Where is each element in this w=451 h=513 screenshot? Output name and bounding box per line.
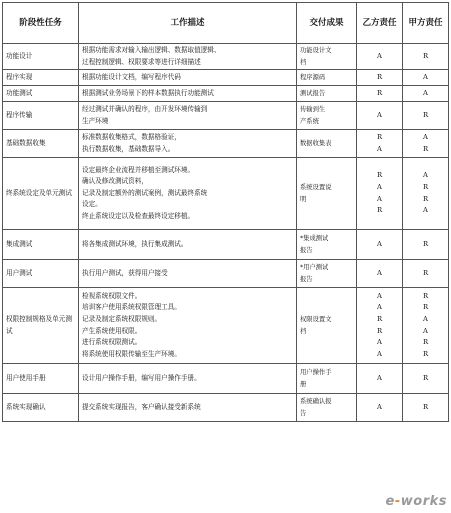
party-b-cell-line: A xyxy=(377,51,382,60)
watermark-logo: e-works xyxy=(385,494,447,509)
party-a-cell-line: A xyxy=(423,72,428,81)
table-row xyxy=(3,260,449,288)
party-a-cell-line: A xyxy=(423,132,428,141)
party-a-cell xyxy=(403,260,449,288)
party-b-cell xyxy=(357,86,403,102)
table-body xyxy=(3,44,449,422)
party-b-cell-line: R xyxy=(376,206,383,215)
party-b-cell-line: R xyxy=(376,314,383,323)
party-a-cell-line: R xyxy=(422,239,429,248)
table-row xyxy=(3,288,449,364)
description-cell-line: 提交系统实现报告，客户确认接受新系统 xyxy=(82,402,201,411)
party-a-cell-line: R xyxy=(422,349,429,358)
table-row xyxy=(3,230,449,260)
description-cell xyxy=(79,394,297,422)
party-a-cell-line: R xyxy=(422,182,429,191)
deliverable-cell-line: 册 xyxy=(300,380,307,388)
deliverable-cell xyxy=(297,44,357,70)
deliverable-cell-line: 功能设计文 xyxy=(300,46,332,54)
party-b-cell xyxy=(357,230,403,260)
description-cell xyxy=(79,288,297,364)
description-cell-line: 标准数据收集格式，数据格验证， xyxy=(82,132,181,141)
party-b-cell-line: A xyxy=(377,338,382,347)
description-cell-line: 记录及制定系统权限规则。 xyxy=(82,314,162,323)
description-cell-line: 将系统使用权限传输至生产环境。 xyxy=(82,349,181,358)
deliverable-cell-line: 系统确认报 xyxy=(300,397,332,405)
deliverable-cell xyxy=(297,364,357,394)
header-deliverable: 交付成果 xyxy=(297,3,357,44)
deliverable-cell xyxy=(297,70,357,86)
description-cell xyxy=(79,86,297,102)
deliverable-cell xyxy=(297,130,357,158)
deliverable-cell xyxy=(297,394,357,422)
stage-cell: 系统实现确认 xyxy=(3,394,79,422)
party-b-cell xyxy=(357,44,403,70)
party-b-cell-line: A xyxy=(377,194,382,203)
party-a-cell xyxy=(403,288,449,364)
party-b-cell-line: R xyxy=(376,326,383,335)
party-a-cell xyxy=(403,394,449,422)
table-row xyxy=(3,44,449,70)
party-b-cell-line: A xyxy=(377,373,382,382)
description-cell-line: 执行数据收集，基础数据导入。 xyxy=(82,144,175,153)
party-b-cell-line: R xyxy=(376,88,383,97)
description-cell-line: 过程控制逻辑、权限要求等进行详细描述 xyxy=(82,57,201,66)
party-b-cell xyxy=(357,130,403,158)
party-b-cell-line: R xyxy=(376,171,383,180)
deliverable-cell-line: *用户测试 xyxy=(300,263,329,271)
header-party-b: 乙方责任 xyxy=(357,3,403,44)
party-b-cell xyxy=(357,394,403,422)
table-row xyxy=(3,394,449,422)
party-a-cell-line: R xyxy=(422,110,429,119)
stage-cell: 集成测试 xyxy=(3,230,79,260)
description-cell-line: 根据测试业务场景下的样本数据执行功能测试 xyxy=(82,88,214,97)
description-cell-line: 设定最终企业流程并移植至测试环境。 xyxy=(82,165,195,174)
description-cell-line: 根据功能设计文档，编写程序代码 xyxy=(82,72,181,81)
table-row xyxy=(3,86,449,102)
description-cell-line: 根据功能需求对输入输出逻辑、数据取值逻辑、 xyxy=(82,45,221,54)
stage-cell: 终系统设定及单元测试 xyxy=(3,158,79,230)
description-cell-line: 产生系统使用权限。 xyxy=(82,326,142,335)
deliverable-cell xyxy=(297,288,357,364)
description-cell xyxy=(79,130,297,158)
description-cell xyxy=(79,230,297,260)
party-b-cell xyxy=(357,288,403,364)
description-cell xyxy=(79,364,297,394)
header-desc: 工作描述 xyxy=(79,3,297,44)
table-row xyxy=(3,158,449,230)
deliverable-cell-line: 数据收集表 xyxy=(300,139,332,147)
description-cell-line: 确认及修改测试资料， xyxy=(82,177,148,186)
table-row xyxy=(3,102,449,130)
stage-cell: 程序传输 xyxy=(3,102,79,130)
deliverable-cell xyxy=(297,230,357,260)
header-party-a: 甲方责任 xyxy=(403,3,449,44)
deliverable-cell xyxy=(297,102,357,130)
party-b-cell-line: A xyxy=(377,110,382,119)
party-b-cell-line: A xyxy=(377,182,382,191)
deliverable-cell-line: 报告 xyxy=(300,275,313,283)
description-cell-line: 终止系统设定以及检查最终设定移植。 xyxy=(82,211,195,220)
party-a-cell xyxy=(403,230,449,260)
description-cell xyxy=(79,102,297,130)
stage-cell: 用户使用手册 xyxy=(3,364,79,394)
party-b-cell xyxy=(357,260,403,288)
party-b-cell xyxy=(357,102,403,130)
description-cell-line: 将各集成测试环境，执行集成测试。 xyxy=(82,239,188,248)
party-a-cell-line: R xyxy=(422,144,429,153)
party-a-cell-line: A xyxy=(423,326,428,335)
description-cell-line: 经过测试并确认的程序，由开发环境传输到 xyxy=(82,104,208,113)
party-a-cell-line: A xyxy=(423,88,428,97)
party-b-cell-line: R xyxy=(376,132,383,141)
deliverable-cell-line: 明 xyxy=(300,195,307,203)
deliverable-cell xyxy=(297,86,357,102)
party-b-cell-line: A xyxy=(377,144,382,153)
party-a-cell-line: R xyxy=(422,402,429,411)
description-cell xyxy=(79,44,297,70)
description-cell-line: 进行系统权限测试。 xyxy=(82,338,142,347)
stage-cell: 功能设计 xyxy=(3,44,79,70)
party-a-cell xyxy=(403,70,449,86)
deliverable-cell-line: 产系统 xyxy=(300,117,319,125)
description-cell-line: 生产环境 xyxy=(82,116,109,125)
party-b-cell-line: A xyxy=(377,291,382,300)
deliverable-cell-line: 程序源码 xyxy=(300,73,326,81)
deliverable-cell-line: 报告 xyxy=(300,246,313,254)
party-a-cell xyxy=(403,102,449,130)
header-row xyxy=(3,3,449,44)
deliverable-cell xyxy=(297,158,357,230)
party-a-cell xyxy=(403,130,449,158)
description-cell xyxy=(79,158,297,230)
deliverable-cell-line: *集成测试 xyxy=(300,234,329,242)
description-cell-line: 记录及制定额外的测试案例，测试最终系统 xyxy=(82,188,208,197)
party-a-cell-line: A xyxy=(423,171,428,180)
description-cell-line: 设定。 xyxy=(82,200,102,209)
description-cell-line: 培训客户使用系统权限管理工具。 xyxy=(82,303,181,312)
table-row xyxy=(3,364,449,394)
description-cell xyxy=(79,260,297,288)
party-a-cell-line: R xyxy=(422,51,429,60)
table-row xyxy=(3,130,449,158)
description-cell-line: 检视系统权限文件。 xyxy=(82,291,142,300)
stage-cell: 用户测试 xyxy=(3,260,79,288)
party-b-cell xyxy=(357,158,403,230)
party-a-cell xyxy=(403,44,449,70)
table-row xyxy=(3,70,449,86)
stage-cell: 基础数据收集 xyxy=(3,130,79,158)
party-b-cell-line: A xyxy=(377,239,382,248)
party-a-cell-line: R xyxy=(422,338,429,347)
party-b-cell-line: A xyxy=(377,349,382,358)
deliverable-cell-line: 权限设置文 xyxy=(300,315,332,323)
deliverable-cell-line: 告 xyxy=(300,409,307,417)
party-b-cell-line: A xyxy=(377,402,382,411)
deliverable-cell-line: 传输到生 xyxy=(300,105,326,113)
party-a-cell xyxy=(403,86,449,102)
party-b-cell-line: R xyxy=(376,72,383,81)
description-cell-line: 设计用户操作手册，编写用户操作手册。 xyxy=(82,373,201,382)
header-stage: 阶段性任务 xyxy=(3,3,79,44)
deliverable-cell-line: 档 xyxy=(300,58,307,66)
description-cell xyxy=(79,70,297,86)
description-cell-line: 执行用户测试，获得用户接受 xyxy=(82,268,168,277)
party-a-cell-line: R xyxy=(422,194,429,203)
deliverable-cell-line: 系统设置说 xyxy=(300,183,332,191)
stage-cell: 权限控制规格及单元测试 xyxy=(3,288,79,364)
party-a-cell-line: A xyxy=(423,206,428,215)
stage-cell: 功能测试 xyxy=(3,86,79,102)
deliverable-cell-line: 用户操作手 xyxy=(300,368,332,376)
deliverable-cell-line: 档 xyxy=(300,327,307,335)
party-a-cell-line: R xyxy=(422,373,429,382)
party-b-cell-line: A xyxy=(377,268,382,277)
party-a-cell xyxy=(403,364,449,394)
stage-cell: 程序实现 xyxy=(3,70,79,86)
deliverable-cell xyxy=(297,260,357,288)
party-a-cell-line: A xyxy=(423,314,428,323)
party-b-cell xyxy=(357,70,403,86)
party-a-cell-line: R xyxy=(422,303,429,312)
party-a-cell-line: R xyxy=(422,291,429,300)
party-a-cell xyxy=(403,158,449,230)
party-b-cell xyxy=(357,364,403,394)
deliverable-cell-line: 测试报告 xyxy=(300,89,326,97)
responsibility-table xyxy=(2,2,449,422)
party-b-cell-line: A xyxy=(377,303,382,312)
party-a-cell-line: R xyxy=(422,268,429,277)
